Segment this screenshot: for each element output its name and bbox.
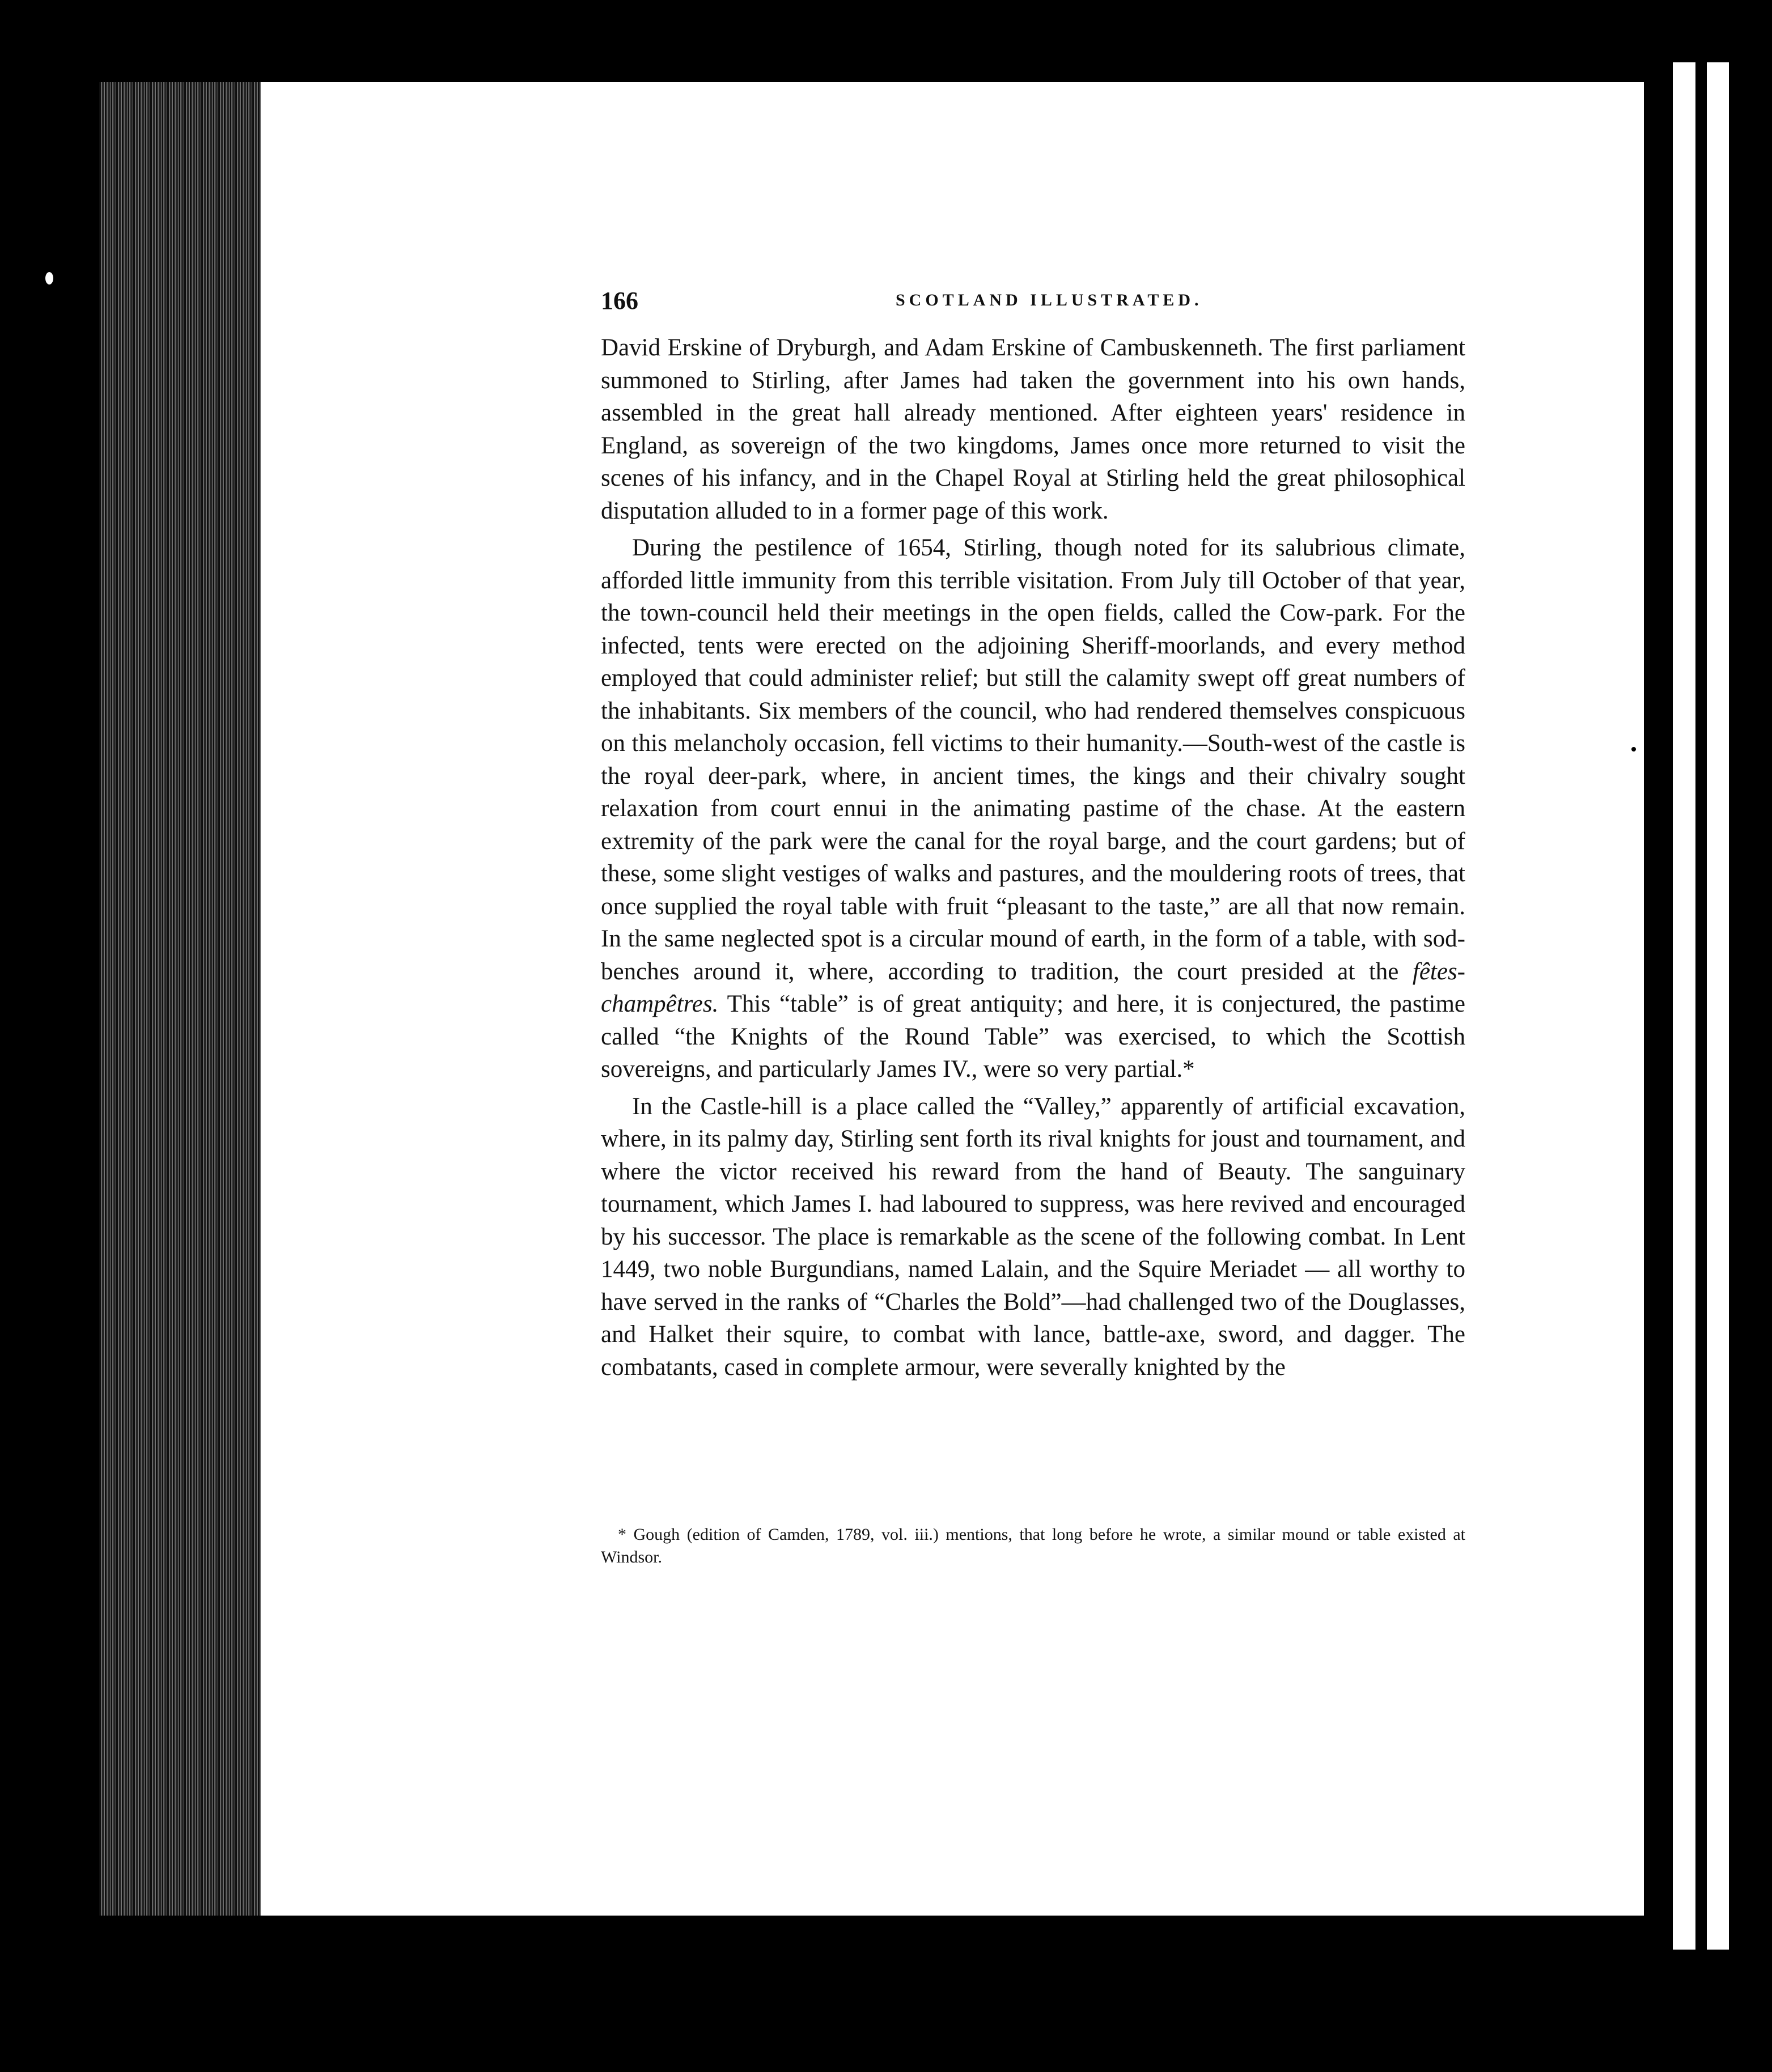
footnote <box>601 1523 1465 1569</box>
scan-speck <box>45 272 53 285</box>
page-number: 166 <box>601 287 638 315</box>
footnote-text: * Gough (edition of Camden, 1789, vol. iii.) mentions, that long before he wrote, a similar mound or table existed at Windsor. <box>601 1525 1465 1566</box>
paragraph-2-italic: fêtes-champêtres. <box>601 958 1465 1017</box>
book-page-edges <box>99 82 283 1916</box>
paragraph-2 <box>601 532 1465 1086</box>
running-head: SCOTLAND ILLUSTRATED. <box>896 291 1203 309</box>
book-binding-right <box>1658 62 1729 1950</box>
body-text <box>601 332 1465 1383</box>
scan-speck-dark <box>1631 747 1636 751</box>
paragraph-2-tail: This “table” is of great antiquity; and here, it is conjectured, the pastime called “the Knights of the Round Table” was exercised, to which the Scottish sovereigns, and particularly James IV., were so very partial.* <box>601 991 1465 1082</box>
page-header <box>601 286 1468 320</box>
paragraph-2-main: During the pestilence of 1654, Stirling, though noted for its salubrious climate, afforded little immunity from this terrible visitation. From July till October of that year, the town-council held their meetings in the open fields, called the Cow-park. For the infected, tents were erected on the adjoining Sheriff-moorlands, and every method employed that could administer relief; but still the calamity swept off great numbers of the inhabitants. Six members of the council, who had rendered themselves conspicuous on this melancholy occasion, fell victims to their humanity.—South-west of the castle is the royal deer-park, where, in ancient times, the kings and their chivalry sought relaxation from court ennui in the animating pastime of the chase. At the eastern extremity of the park were the canal for the royal barge, and the court gardens; but of these, some slight vestiges of walks and pastures, and the mouldering roots of trees, that once supplied the royal table with fruit “pleasant to the taste,” are all that now remain. In the same neglected spot is a circular mound of earth, in the form of a table, with sod-benches around it, where, according to tradition, the court presided at the <box>601 534 1465 985</box>
paragraph-1: David Erskine of Dryburgh, and Adam Erskine of Cambuskenneth. The first parliament summoned to Stirling, after James had taken the government into his own hands, assembled in the great hall already mentioned. After eighteen years' residence in England, as sovereign of the two kingdoms, James once more returned to visit the scenes of his infancy, and in the Chapel Royal at Stirling held the great philosophical disputation alluded to in a former page of this work. <box>601 334 1465 524</box>
paragraph-3: In the Castle-hill is a place called the “Valley,” apparently of artificial excavation, where, in its palmy day, Stirling sent forth its rival knights for joust and tournament, and where the victor received his reward from the hand of Beauty. The sanguinary tournament, which James I. had laboured to suppress, was here revived and encouraged by his successor. The place is remarkable as the scene of the following combat. In Lent 1449, two noble Burgundians, named Lalain, and the Squire Meriadet — all worthy to have served in the ranks of “Charles the Bold”—had challenged two of the Douglasses, and Halket their squire, to combat with lance, battle-axe, sword, and dagger. The combatants, cased in complete armour, were severally knighted by the <box>601 1093 1465 1381</box>
